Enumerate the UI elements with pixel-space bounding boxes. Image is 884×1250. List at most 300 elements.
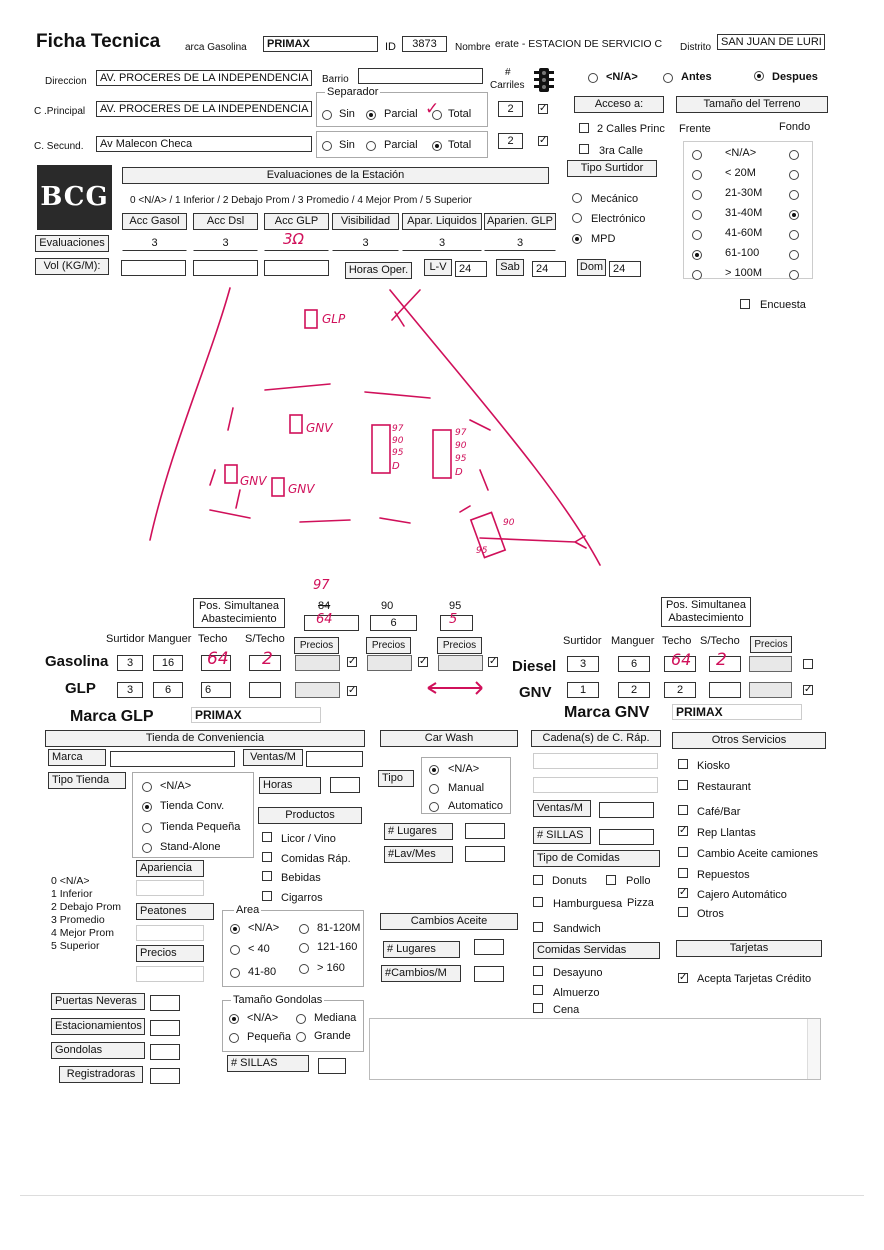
carriles-1-field[interactable]: 2	[498, 101, 523, 117]
fondo-radio-5[interactable]	[789, 250, 799, 260]
marca-gasolina-label: arca Gasolina	[185, 42, 247, 53]
terreno-size-label-6: > 100M	[725, 267, 762, 279]
cambios-aceite-header: Cambios Aceite	[380, 913, 518, 930]
mpd-radio[interactable]	[572, 234, 582, 244]
gondolas-field[interactable]	[150, 1044, 180, 1060]
eval-col-1[interactable]: Acc Dsl	[193, 213, 258, 230]
marca-glp-field[interactable]: PRIMAX	[191, 707, 321, 723]
glp-check[interactable]: ✓	[348, 685, 357, 696]
eval-col-3[interactable]: Visibilidad	[332, 213, 399, 230]
nombre-field[interactable]: erate - ESTACION DE SERVICIO C	[494, 36, 672, 52]
sketch-num-4: D	[392, 461, 400, 472]
gnv-surtidor[interactable]: 1	[567, 682, 599, 698]
gondola-radio-1[interactable]	[296, 1014, 306, 1024]
comments-scrollbar[interactable]	[807, 1019, 820, 1079]
dom-field[interactable]: 24	[609, 261, 641, 277]
tienda-type-radio-2[interactable]	[142, 823, 152, 833]
direccion-label: Direccion	[45, 76, 87, 87]
acepta-tarjetas-label: Acepta Tarjetas Crédito	[697, 973, 812, 985]
timing-antes-label: Antes	[681, 71, 712, 83]
cambios-mes-field[interactable]	[474, 966, 504, 982]
sketch-entry-arrow	[480, 536, 586, 548]
gnv-label: GNV	[519, 684, 552, 701]
tamano-terreno-button[interactable]: Tamaño del Terreno	[676, 96, 828, 113]
frente-radio-5[interactable]	[692, 250, 702, 260]
logo-text: BCG	[40, 182, 109, 212]
diesel-check[interactable]	[803, 659, 813, 669]
hand-dsl-stecho: 2	[716, 650, 727, 670]
pos-simultanea-dsl	[661, 597, 751, 627]
diesel-surtidor[interactable]: 3	[567, 656, 599, 672]
tienda-sillas-field[interactable]	[318, 1058, 346, 1074]
tienda-marca-field[interactable]	[110, 751, 235, 767]
puertas-field[interactable]	[150, 995, 180, 1011]
hand-84-value: 64	[316, 612, 333, 627]
frente-radio-1[interactable]	[692, 170, 702, 180]
col-84-label: 84	[318, 600, 331, 612]
pos-simultanea-gas	[193, 598, 285, 628]
sab-field[interactable]: 24	[532, 261, 566, 277]
dos-calles-check[interactable]	[579, 123, 589, 133]
sketch-num-2: 90	[392, 436, 404, 446]
sketch-island-2	[433, 430, 451, 478]
eval-col-2[interactable]: Acc GLP	[264, 213, 329, 230]
cprincipal-label: C .Principal	[34, 106, 86, 117]
estacionamientos-label: Estacionamientos	[51, 1018, 145, 1035]
area-radio-4[interactable]	[230, 968, 240, 978]
principal-check[interactable]: ✓	[539, 103, 548, 114]
carwash-lavmes-field[interactable]	[465, 846, 505, 862]
eval-col-0[interactable]: Acc Gasol	[122, 213, 187, 230]
vol-label: Vol (KG/M):	[35, 258, 109, 275]
sketch-num-10: 95	[476, 546, 488, 556]
precios-tienda-field[interactable]	[136, 966, 204, 982]
glp-precio[interactable]	[295, 682, 340, 698]
almuerzo-label: Almuerzo	[553, 987, 600, 999]
gas-stecho-header: S/Techo	[245, 633, 285, 645]
gondola-label-0: <N/A>	[247, 1012, 279, 1024]
sketch-canopy-outline-2	[210, 408, 488, 508]
frente-radio-3[interactable]	[692, 210, 702, 220]
eval-col-4[interactable]: Apar. Liquidos	[402, 213, 482, 230]
timing-antes-radio[interactable]	[663, 73, 673, 83]
carwash-lugares-field[interactable]	[465, 823, 505, 839]
horas-field[interactable]	[330, 777, 360, 793]
producto-label-0: Licor / Vino	[281, 833, 336, 845]
carwash-lavmes-label: #Lav/Mes	[384, 846, 453, 863]
eval-value-5[interactable]: 3	[484, 235, 556, 251]
gas-precios-95[interactable]: Precios	[437, 637, 482, 654]
carwash-header: Car Wash	[380, 730, 518, 747]
sketch-gnv-dispenser-3	[272, 478, 284, 496]
area-radio-3[interactable]	[299, 943, 309, 953]
gnv-stecho[interactable]	[709, 682, 741, 698]
cena-label: Cena	[553, 1004, 580, 1016]
otros-label-4: Cambio Aceite camiones	[697, 848, 819, 860]
otros-check-0[interactable]	[678, 759, 688, 769]
cprincipal-field[interactable]: AV. PROCERES DE LA INDEPENDENCIA	[96, 101, 312, 117]
timing-despues-radio[interactable]	[754, 71, 764, 81]
gas-manguera-header: Manguer	[148, 633, 192, 645]
sketch-gnv-label-3: GNV	[288, 482, 315, 496]
fondo-radio-4[interactable]	[789, 230, 799, 240]
gasolina-label: Gasolina	[45, 653, 109, 670]
marca-gasolina-field[interactable]: PRIMAX	[263, 36, 378, 52]
otros-check-7[interactable]	[678, 907, 688, 917]
sketch-num-5: 97	[455, 428, 467, 438]
glp-label: GLP	[65, 680, 96, 697]
fondo-radio-0[interactable]	[789, 150, 799, 160]
eval-value-3[interactable]: 3	[332, 235, 399, 251]
barrio-field[interactable]	[358, 68, 483, 84]
diesel-precio[interactable]	[749, 656, 792, 672]
separador-label: Separador	[327, 86, 379, 98]
carwash-label-0: <N/A>	[448, 763, 480, 775]
glp-stecho[interactable]	[249, 682, 281, 698]
pos-sim-line1: Pos. Simultanea	[198, 600, 280, 612]
dsl-manguera-header: Manguer	[611, 635, 655, 647]
eval-value-4[interactable]: 3	[402, 235, 482, 251]
sketch-canopy-outline	[210, 384, 490, 523]
area-radio-2[interactable]	[230, 945, 240, 955]
terreno-size-label-4: 41-60M	[725, 227, 763, 239]
dom-label: Dom	[577, 259, 606, 276]
cadena-field-1[interactable]	[533, 753, 658, 769]
otros-label-5: Repuestos	[697, 869, 750, 881]
electronico-label: Electrónico	[591, 213, 646, 225]
hand-sketch	[0, 280, 884, 580]
producto-check-0[interactable]	[262, 832, 272, 842]
cambios-lugares-label: # Lugares	[383, 941, 460, 958]
donuts-label: Donuts	[552, 875, 587, 887]
sketch-glp-label: GLP	[322, 312, 346, 326]
registradoras-field[interactable]	[150, 1068, 180, 1084]
producto-check-3[interactable]	[262, 891, 272, 901]
sketch-gnv-label-2: GNV	[240, 474, 267, 488]
hamburguesa-label: Hamburguesa	[553, 898, 623, 910]
acepta-tarjetas-check[interactable]: ✓	[679, 972, 688, 983]
pos-sim-dsl-line2: Abastecimiento	[668, 612, 744, 624]
glp-manguera[interactable]: 6	[153, 682, 183, 698]
otros-header: Otros Servicios	[672, 732, 826, 749]
mpd-label: MPD	[591, 233, 616, 245]
area-radio-0[interactable]	[230, 924, 240, 934]
tienda-type-radio-1[interactable]	[142, 802, 152, 812]
gasolina-84-check[interactable]: ✓	[348, 656, 357, 667]
tercera-calle-label: 3ra Calle	[599, 145, 644, 157]
gnv-techo[interactable]: 2	[664, 682, 696, 698]
carwash-lugares-label: # Lugares	[384, 823, 453, 840]
traffic-light-icon	[533, 67, 555, 93]
gnv-check[interactable]: ✓	[804, 684, 813, 695]
gondola-label-1: Mediana	[314, 1012, 357, 1024]
scale-line-5: 5 Superior	[51, 940, 100, 952]
hand-gas-stecho: 2	[262, 649, 273, 669]
gondola-radio-2[interactable]	[229, 1033, 239, 1043]
timing-na-radio[interactable]	[588, 73, 598, 83]
separador1-total-label: Total	[448, 108, 472, 120]
area-label-5: > 160	[317, 962, 345, 974]
gasolina-precio-95[interactable]	[438, 655, 483, 671]
tienda-type-radio-3[interactable]	[142, 843, 152, 853]
hand-gas-techo: 64	[207, 649, 229, 669]
carwash-label-1: Manual	[448, 782, 485, 794]
frente-radio-2[interactable]	[692, 190, 702, 200]
pollo-check[interactable]	[606, 875, 616, 885]
area-label-4: 41-80	[248, 966, 277, 978]
separador2-parcial-label: Parcial	[384, 139, 418, 151]
cadena-header: Cadena(s) de C. Ráp.	[531, 730, 661, 747]
mecanico-label: Mecánico	[591, 193, 639, 205]
cadena-sillas-label: # SILLAS	[533, 827, 591, 844]
frente-radio-6[interactable]	[692, 270, 702, 280]
area-radio-5[interactable]	[299, 964, 309, 974]
precios-tienda-label: Precios	[136, 945, 204, 962]
gas-precios-90[interactable]: Precios	[366, 637, 411, 654]
evaluaciones-scale: 0 <N/A> / 1 Inferior / 2 Debajo Prom / 3 Promedio / 4 Mejor Prom / 5 Superior	[130, 195, 472, 206]
gasolina-90-check[interactable]: ✓	[419, 656, 428, 667]
fondo-radio-1[interactable]	[789, 170, 799, 180]
desayuno-check[interactable]	[533, 966, 543, 976]
carriles-hash: #	[505, 67, 511, 78]
hand-97: 97	[313, 578, 330, 593]
cena-check[interactable]	[533, 1003, 543, 1013]
gondola-radio-3[interactable]	[296, 1032, 306, 1042]
cadena-ventas-label: Ventas/M	[533, 800, 591, 817]
tienda-ventas-label: Ventas/M	[243, 749, 303, 766]
area-label-1: 81-120M	[317, 922, 361, 934]
eval-col-5[interactable]: Aparien. GLP	[484, 213, 556, 230]
sketch-gnv-label: GNV	[306, 421, 333, 435]
prices-90-field[interactable]: 6	[370, 615, 417, 631]
otros-check-5[interactable]	[678, 868, 688, 878]
carwash-radio-1[interactable]	[429, 784, 439, 794]
dos-calles-label: 2 Calles Princ	[597, 123, 665, 135]
desayuno-label: Desayuno	[553, 967, 603, 979]
vol-glp-field[interactable]	[264, 260, 329, 276]
comments-textarea[interactable]	[369, 1018, 821, 1080]
gasolina-precio-84[interactable]	[295, 655, 340, 671]
producto-check-2[interactable]	[262, 871, 272, 881]
id-field[interactable]: 3873	[402, 36, 447, 52]
otros-check-6[interactable]: ✓	[679, 887, 688, 898]
otros-label-2: Café/Bar	[697, 806, 741, 818]
glp-surtidor[interactable]: 3	[117, 682, 143, 698]
fondo-label: Fondo	[779, 121, 811, 133]
area-label-3: 121-160	[317, 941, 358, 953]
donuts-check[interactable]	[533, 875, 543, 885]
otros-label-3: Rep Llantas	[697, 827, 756, 839]
vol-gasol-field[interactable]	[121, 260, 186, 276]
scale-line-1: 1 Inferior	[51, 888, 93, 900]
eval-value-1[interactable]: 3	[193, 235, 258, 251]
id-label: ID	[385, 41, 396, 53]
diesel-manguera[interactable]: 6	[618, 656, 650, 672]
col-90-label: 90	[381, 600, 394, 612]
marca-gnv-field[interactable]: PRIMAX	[672, 704, 802, 720]
tipo-surtidor-button[interactable]: Tipo Surtidor	[567, 160, 657, 177]
gondolas-label: Gondolas	[51, 1042, 145, 1059]
gondolas-size-group	[222, 1000, 364, 1052]
carwash-radio-2[interactable]	[429, 802, 439, 812]
sketch-glp-dispenser	[305, 310, 317, 328]
sketch-gnv-dispenser	[290, 415, 302, 433]
cadena-sillas-field[interactable]	[599, 829, 654, 845]
lv-label: L-V	[424, 259, 452, 276]
gasolina-95-check[interactable]: ✓	[489, 656, 498, 667]
tienda-type-label-0: <N/A>	[160, 780, 192, 792]
sketch-num-8: D	[455, 467, 463, 478]
lv-field[interactable]: 24	[455, 261, 487, 277]
pizza-label: Pizza	[627, 897, 654, 909]
estacionamientos-field[interactable]	[150, 1020, 180, 1036]
separador2-sin-label: Sin	[339, 139, 355, 151]
secundaria-check[interactable]: ✓	[539, 135, 548, 146]
tienda-ventas-field[interactable]	[306, 751, 363, 767]
terreno-size-label-3: 31-40M	[725, 207, 763, 219]
acceso-button[interactable]: Acceso a:	[574, 96, 664, 113]
gondola-radio-0[interactable]	[229, 1014, 239, 1024]
tienda-type-label-3: Stand-Alone	[160, 841, 221, 853]
separador2-total-label: Total	[448, 139, 472, 151]
gnv-manguera[interactable]: 2	[618, 682, 650, 698]
sketch-num-9: 90	[503, 518, 515, 528]
sketch-num-3: 95	[392, 448, 404, 458]
frente-radio-4[interactable]	[692, 230, 702, 240]
area-label-0: <N/A>	[248, 922, 280, 934]
area-label: Area	[236, 904, 260, 916]
gas-techo-header: Techo	[198, 633, 228, 645]
sandwich-check[interactable]	[533, 922, 543, 932]
otros-check-1[interactable]	[678, 780, 688, 790]
apariencia-field[interactable]	[136, 880, 204, 896]
tienda-type-radio-0[interactable]	[142, 782, 152, 792]
csecund-field[interactable]: Av Malecon Checa	[96, 136, 312, 152]
comidas-servidas-label: Comidas Servidas	[533, 942, 660, 959]
peatones-label: Peatones	[136, 903, 214, 920]
otros-label-1: Restaurant	[697, 781, 751, 793]
separador2-total-radio[interactable]	[432, 141, 442, 151]
sandwich-label: Sandwich	[553, 923, 601, 935]
separador2-parcial-radio[interactable]	[366, 141, 376, 151]
separador2-sin-radio[interactable]	[322, 141, 332, 151]
pos-sim-dsl-line1: Pos. Simultanea	[665, 599, 747, 611]
vol-dsl-field[interactable]	[193, 260, 258, 276]
carriles-2-field[interactable]: 2	[498, 133, 523, 149]
electronico-radio[interactable]	[572, 213, 582, 223]
gasolina-manguera[interactable]: 16	[153, 655, 183, 671]
barrio-label: Barrio	[322, 74, 349, 85]
direccion-field[interactable]: AV. PROCERES DE LA INDEPENDENCIA	[96, 70, 312, 86]
separador1-parcial-label: Parcial	[384, 108, 418, 120]
dsl-techo-header: Techo	[662, 635, 692, 647]
frente-label: Frente	[679, 123, 711, 135]
timing-na-label: <N/A>	[606, 71, 638, 83]
tarjetas-header: Tarjetas	[676, 940, 822, 957]
glp-techo[interactable]: 6	[201, 682, 231, 698]
page-divider	[20, 1195, 864, 1196]
fondo-radio-3[interactable]	[789, 210, 799, 220]
carwash-radio-0[interactable]	[429, 765, 439, 775]
pollo-label: Pollo	[626, 875, 651, 887]
separador1-sin-radio[interactable]	[322, 110, 332, 120]
dsl-surtidor-header: Surtidor	[563, 635, 602, 647]
distrito-field[interactable]: SAN JUAN DE LURI	[717, 34, 825, 50]
area-radio-1[interactable]	[299, 924, 309, 934]
tercera-calle-check[interactable]	[579, 144, 589, 154]
separador1-parcial-radio[interactable]	[366, 110, 376, 120]
mecanico-radio[interactable]	[572, 193, 582, 203]
gondola-label-2: Pequeña	[247, 1031, 292, 1043]
form-title: Ficha Tecnica	[36, 31, 161, 52]
hand-arrow-icon	[424, 680, 486, 696]
nombre-label: Nombre	[455, 42, 491, 53]
gasolina-surtidor[interactable]: 3	[117, 655, 143, 671]
terreno-size-label-0: <N/A>	[725, 147, 757, 159]
peatones-field[interactable]	[136, 925, 204, 941]
producto-label-3: Cigarros	[281, 892, 323, 904]
tienda-header: Tienda de Conveniencia	[45, 730, 365, 747]
otros-label-7: Otros	[697, 908, 724, 920]
sketch-num-1: 97	[392, 424, 404, 434]
gasolina-precio-90[interactable]	[367, 655, 412, 671]
producto-check-1[interactable]	[262, 852, 272, 862]
hamburguesa-check[interactable]	[533, 897, 543, 907]
frente-radio-0[interactable]	[692, 150, 702, 160]
eval-value-0[interactable]: 3	[122, 235, 187, 251]
fondo-radio-6[interactable]	[789, 270, 799, 280]
terreno-size-label-5: 61-100	[725, 247, 760, 259]
cambios-lugares-field[interactable]	[474, 939, 504, 955]
tienda-type-label-2: Tienda Pequeña	[160, 821, 241, 833]
hand-95-value: 5	[449, 612, 458, 627]
scale-line-2: 2 Debajo Prom	[51, 901, 122, 913]
almuerzo-check[interactable]	[533, 985, 543, 995]
horas-oper-button[interactable]: Horas Oper.	[345, 262, 412, 279]
hand-check-mark: ✓	[425, 99, 440, 119]
col-95-label: 95	[449, 600, 462, 612]
cadena-field-2[interactable]	[533, 777, 658, 793]
productos-button[interactable]: Productos	[258, 807, 362, 824]
producto-label-1: Comidas Ráp.	[281, 853, 351, 865]
otros-check-3[interactable]: ✓	[679, 825, 688, 836]
fondo-radio-2[interactable]	[789, 190, 799, 200]
sketch-num-7: 95	[455, 454, 467, 464]
carwash-tipo-label: Tipo	[378, 770, 414, 787]
marca-glp-label: Marca GLP	[70, 708, 154, 725]
cadena-ventas-field[interactable]	[599, 802, 654, 818]
otros-check-4[interactable]	[678, 847, 688, 857]
tipo-tienda-button[interactable]: Tipo Tienda	[48, 772, 126, 789]
hand-dsl-techo: 64	[671, 650, 692, 669]
gnv-precio[interactable]	[749, 682, 792, 698]
bcg-logo	[37, 165, 112, 230]
csecund-label: C. Secund.	[34, 141, 84, 152]
evaluaciones-button[interactable]: Evaluaciones	[35, 235, 109, 252]
hand-acc-glp: 3Ω	[283, 230, 305, 248]
sketch-road-left	[150, 288, 230, 540]
dsl-precios-header[interactable]: Precios	[750, 636, 792, 653]
gas-precios-header[interactable]: Precios	[294, 637, 339, 654]
tamano-gondolas-label: Tamaño Gondolas	[233, 994, 323, 1006]
scale-line-4: 4 Mejor Prom	[51, 927, 115, 939]
otros-check-2[interactable]	[678, 805, 688, 815]
distrito-label: Distrito	[680, 42, 712, 53]
evaluaciones-header: Evaluaciones de la Estación	[122, 167, 549, 184]
area-label-2: < 40	[248, 943, 270, 955]
dsl-stecho-header: S/Techo	[700, 635, 740, 647]
gondola-label-3: Grande	[314, 1030, 351, 1042]
